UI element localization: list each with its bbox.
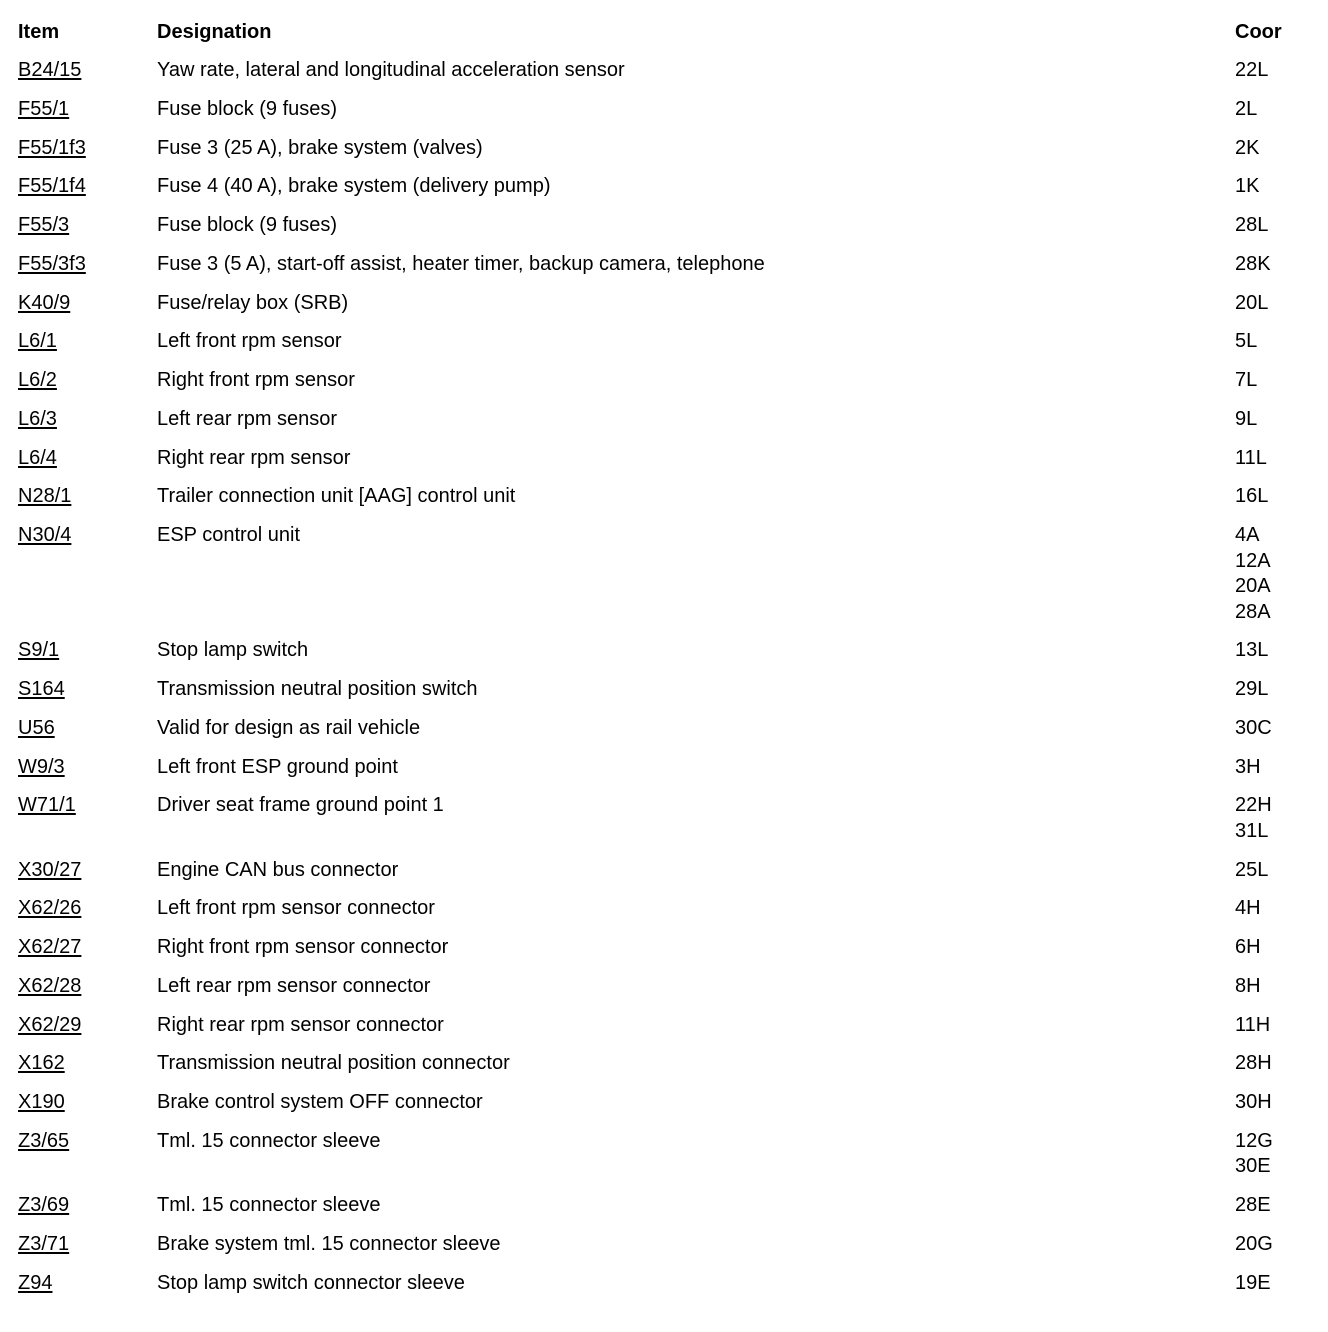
coordinate-list — [1235, 174, 1285, 200]
coordinate-value: 13L — [1235, 639, 1269, 662]
designation-text: Right rear rpm sensor connector — [157, 1013, 444, 1036]
coordinate-value: 30E — [1235, 1155, 1271, 1178]
coordinate-value: 5L — [1235, 330, 1258, 353]
coordinate-list — [1235, 368, 1285, 394]
coordinate-value: 31L — [1235, 819, 1269, 842]
coordinate-value: 28K — [1235, 252, 1271, 275]
coordinate-value: 16L — [1235, 485, 1269, 508]
coordinate-value: 28E — [1235, 1194, 1271, 1216]
coordinate-value: 20A — [1235, 575, 1271, 597]
item-link[interactable]: X190 — [18, 1091, 65, 1113]
designation-text: ESP control unit — [157, 524, 301, 546]
designation-text: Tml. 15 connector sleeve — [157, 1194, 381, 1216]
coordinate-list — [1235, 1090, 1285, 1116]
item-link[interactable]: Z3/69 — [18, 1194, 70, 1216]
coordinate-list — [1235, 677, 1285, 703]
coordinate-value: 20L — [1235, 291, 1269, 314]
coordinate-list — [1235, 523, 1285, 625]
designation-text: Fuse 4 (40 A), brake system (delivery pump) — [157, 175, 551, 198]
item-link[interactable]: L6/1 — [18, 330, 57, 353]
designation-text: Left front rpm sensor — [157, 330, 342, 353]
coordinate-list — [1235, 755, 1285, 781]
coordinate-list — [1235, 291, 1285, 317]
designation-text: Left front rpm sensor connector — [157, 897, 435, 920]
item-link[interactable]: X62/26 — [18, 897, 82, 920]
item-link[interactable]: B24/15 — [18, 59, 82, 81]
designation-text: Fuse 3 (5 A), start-off assist, heater timer, backup camera, telephone — [157, 252, 765, 275]
coordinate-value: 11L — [1235, 446, 1267, 469]
coordinate-value: 30C — [1235, 716, 1272, 739]
coordinate-list — [1235, 1193, 1285, 1219]
coordinate-value: 8H — [1235, 974, 1261, 997]
coordinate-value: 28A — [1235, 600, 1271, 623]
item-link[interactable]: F55/1 — [18, 97, 70, 120]
coordinate-list — [1235, 213, 1285, 239]
coordinate-value: 28L — [1235, 214, 1269, 236]
designation-text: Stop lamp switch connector sleeve — [157, 1271, 465, 1294]
table-header — [0, 20, 1328, 46]
designation-text: Right front rpm sensor — [157, 369, 355, 391]
coordinate-list — [1235, 1013, 1285, 1039]
designation-text: Transmission neutral position connector — [157, 1052, 510, 1075]
coordinate-value: 28H — [1235, 1052, 1272, 1075]
coordinate-value: 7L — [1235, 369, 1258, 391]
item-link[interactable]: L6/4 — [18, 446, 57, 469]
header-designation: Designation — [157, 21, 272, 43]
coordinate-value: 11H — [1235, 1013, 1271, 1036]
coordinate-value: 12G — [1235, 1129, 1273, 1152]
coordinate-list — [1235, 97, 1285, 123]
coordinate-value: 2K — [1235, 136, 1260, 159]
coordinate-list — [1235, 1129, 1285, 1180]
coordinate-list — [1235, 793, 1285, 844]
coordinate-list — [1235, 896, 1285, 922]
header-coord: Coor — [1235, 21, 1282, 43]
designation-text: Transmission neutral position switch — [157, 678, 478, 700]
designation-text: Engine CAN bus connector — [157, 858, 399, 881]
coordinate-list — [1235, 1232, 1285, 1258]
coordinate-value: 25L — [1235, 858, 1269, 881]
coordinate-list — [1235, 446, 1285, 472]
item-link[interactable]: X62/27 — [18, 936, 82, 958]
designation-text: Fuse 3 (25 A), brake system (valves) — [157, 136, 483, 159]
coordinate-list — [1235, 974, 1285, 1000]
item-link[interactable]: F55/1f3 — [18, 136, 86, 159]
designation-text: Driver seat frame ground point 1 — [157, 794, 444, 817]
coordinate-list — [1235, 638, 1285, 664]
item-link[interactable]: F55/3f3 — [18, 252, 86, 275]
item-link[interactable]: K40/9 — [18, 291, 71, 314]
coordinate-list — [1235, 484, 1285, 510]
coordinate-list — [1235, 407, 1285, 433]
designation-text: Right front rpm sensor connector — [157, 936, 449, 958]
item-link[interactable]: S164 — [18, 678, 65, 700]
designation-text: Yaw rate, lateral and longitudinal acceleration sensor — [157, 59, 625, 81]
coordinate-value: 4A — [1235, 524, 1260, 546]
coordinate-value: 2L — [1235, 97, 1258, 120]
item-link[interactable]: X62/28 — [18, 974, 82, 997]
item-link[interactable]: X62/29 — [18, 1013, 82, 1036]
coordinate-value: 20G — [1235, 1232, 1273, 1255]
item-link[interactable]: F55/3 — [18, 214, 70, 236]
designation-text: Stop lamp switch — [157, 639, 309, 662]
designation-text: Fuse/relay box (SRB) — [157, 291, 349, 314]
item-link[interactable]: F55/1f4 — [18, 175, 86, 198]
designation-text: Valid for design as rail vehicle — [157, 716, 421, 739]
item-link[interactable]: W71/1 — [18, 794, 76, 817]
designation-text: Left rear rpm sensor connector — [157, 974, 431, 997]
designation-text: Trailer connection unit [AAG] control unit — [157, 485, 516, 508]
item-link[interactable]: W9/3 — [18, 755, 65, 778]
item-link[interactable]: S9/1 — [18, 639, 60, 662]
coordinate-value: 12A — [1235, 549, 1271, 572]
designation-text: Left front ESP ground point — [157, 755, 398, 778]
coordinate-value: 19E — [1235, 1271, 1271, 1294]
item-link[interactable]: L6/3 — [18, 407, 57, 430]
item-link[interactable]: U56 — [18, 716, 55, 739]
coordinate-value: 4H — [1235, 897, 1261, 920]
item-link[interactable]: Z3/65 — [18, 1129, 70, 1152]
item-link[interactable]: L6/2 — [18, 369, 57, 391]
coordinate-list — [1235, 252, 1285, 278]
coordinate-list — [1235, 716, 1285, 742]
coordinate-value: 9L — [1235, 407, 1258, 430]
item-link[interactable]: N30/4 — [18, 524, 72, 546]
item-link[interactable]: N28/1 — [18, 485, 72, 508]
coordinate-list — [1235, 858, 1285, 884]
designation-text: Fuse block (9 fuses) — [157, 97, 338, 120]
designation-text: Right rear rpm sensor — [157, 446, 351, 469]
coordinate-list — [1235, 136, 1285, 162]
coordinate-list — [1235, 1271, 1285, 1297]
designation-text: Tml. 15 connector sleeve — [157, 1129, 381, 1152]
coordinate-value: 1K — [1235, 175, 1260, 198]
designation-text: Fuse block (9 fuses) — [157, 214, 338, 236]
coordinate-value: 6H — [1235, 936, 1261, 958]
designation-text: Left rear rpm sensor — [157, 407, 338, 430]
item-link[interactable]: Z94 — [18, 1271, 53, 1294]
coordinate-list — [1235, 1051, 1285, 1077]
coordinate-list — [1235, 935, 1285, 961]
coordinate-value: 3H — [1235, 755, 1261, 778]
coordinate-list — [1235, 58, 1285, 84]
item-link[interactable]: Z3/71 — [18, 1232, 70, 1255]
designation-text: Brake control system OFF connector — [157, 1091, 483, 1113]
designation-text: Brake system tml. 15 connector sleeve — [157, 1232, 501, 1255]
coordinate-value: 22H — [1235, 794, 1272, 817]
coordinate-value: 29L — [1235, 678, 1269, 700]
coordinate-list — [1235, 329, 1285, 355]
coordinate-value: 22L — [1235, 59, 1269, 81]
coordinate-value: 30H — [1235, 1091, 1272, 1113]
item-link[interactable]: X30/27 — [18, 858, 82, 881]
item-link[interactable]: X162 — [18, 1052, 65, 1075]
header-item: Item — [18, 21, 60, 43]
